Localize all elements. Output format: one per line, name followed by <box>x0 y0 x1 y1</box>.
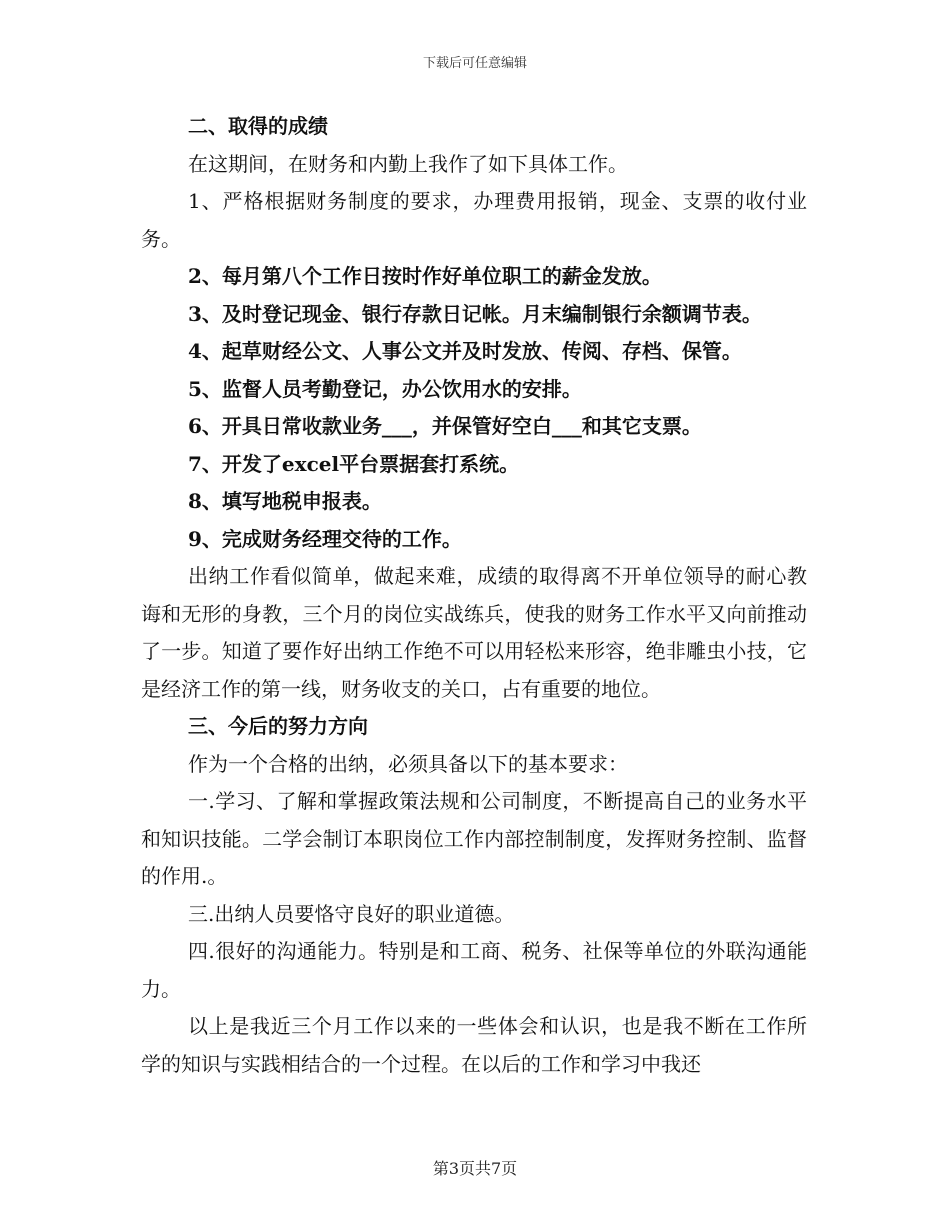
paragraph-reflection: 出纳工作看似简单，做起来难，成绩的取得离不开单位领导的耐心教诲和无形的身教，三个月的岗位实战练兵，使我的财务工作水平又向前推动了一步。知道了要作好出纳工作绝不可以用轻松来形容，绝非雕虫小技，它是经济工作的第一线，财务收支的关口，占有重要的地位。 <box>141 564 807 701</box>
page-footer: 第3页共7页 <box>432 1159 518 1178</box>
page-header: 下载后可任意编辑 <box>422 56 527 71</box>
document-body <box>141 108 807 1083</box>
section-heading-achievements: 二、取得的成绩 <box>188 114 328 138</box>
list-item-2: 2、每月第八个工作日按时作好单位职工的薪金发放。 <box>188 264 662 288</box>
list-item-8: 8、填写地税申报表。 <box>188 489 382 513</box>
list-item-4: 4、起草财经公文、人事公文并及时发放、传阅、存档、保管。 <box>188 339 742 363</box>
section-heading-direction: 三、今后的努力方向 <box>188 714 368 738</box>
requirement-item-4: 四.很好的沟通能力。特别是和工商、税务、社保等单位的外联沟通能力。 <box>141 939 807 1001</box>
list-item-7: 7、开发了excel平台票据套打系统。 <box>188 451 520 476</box>
requirement-item-3: 三.出纳人员要恪守良好的职业道德。 <box>188 901 515 926</box>
list-item-1: 1、严格根据财务制度的要求，办理费用报销，现金、支票的收付业务。 <box>141 189 807 251</box>
paragraph-requirements-intro: 作为一个合格的出纳，必须具备以下的基本要求： <box>188 751 628 776</box>
paragraph-intro: 在这期间，在财务和内勤上我作了如下具体工作。 <box>188 151 628 176</box>
list-item-9: 9、完成财务经理交待的工作。 <box>188 526 462 551</box>
list-item-6: 6、开具日常收款业务___，并保管好空白___和其它支票。 <box>188 414 702 438</box>
list-item-5: 5、监督人员考勤登记，办公饮用水的安排。 <box>188 376 582 401</box>
paragraph-closing: 以上是我近三个月工作以来的一些体会和认识，也是我不断在工作所学的知识与实践相结合的一个过程。在以后的工作和学习中我还 <box>141 1014 807 1076</box>
list-item-3: 3、及时登记现金、银行存款日记帐。月末编制银行余额调节表。 <box>188 301 762 326</box>
requirement-item-1-2: 一.学习、了解和掌握政策法规和公司制度，不断提高自己的业务水平和知识技能。二学会制订本职岗位工作内部控制制度，发挥财务控制、监督的作用.。 <box>141 789 807 888</box>
